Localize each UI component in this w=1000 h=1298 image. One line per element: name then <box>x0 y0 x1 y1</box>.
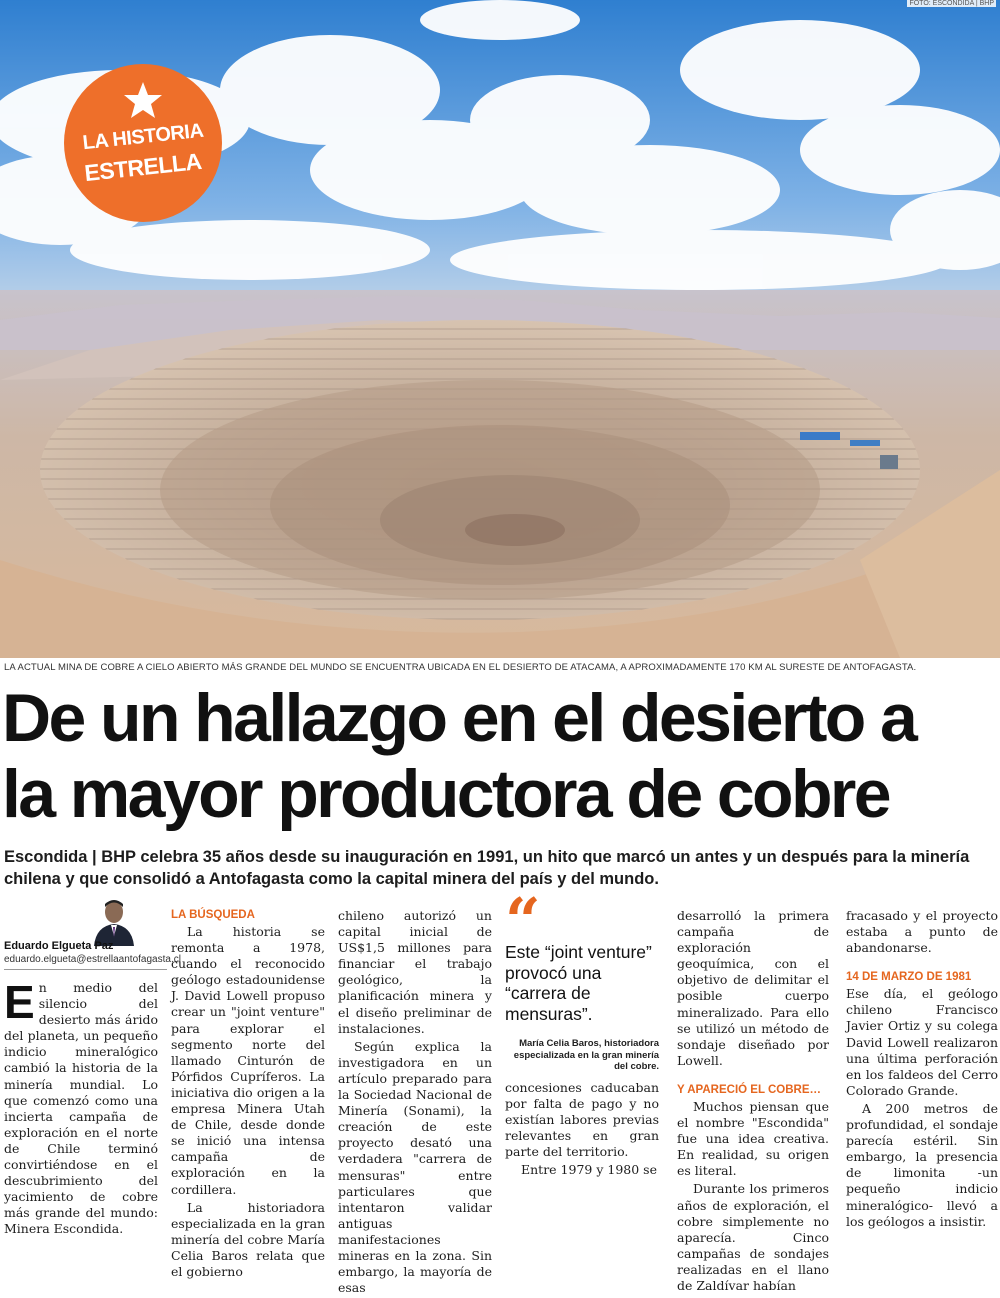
la-historia-estrella-badge <box>64 64 222 222</box>
column-2 <box>171 908 325 1282</box>
paragraph: A 200 metros de profundidad, el sondaje parecía estéril. Sin embargo, la presencia de limonita -un pequeño indicio mineralógico- llevó a los geólogos a insistir. <box>846 1100 998 1229</box>
column-3b <box>505 1080 659 1181</box>
paragraph: La historia se remonta a 1978, cuando el reconocido geólogo estadounidense J. David Lowell propuso crear un "joint venture" para explorar el segmento norte del llamado Cinturón de Pórfidos Cupríferos. La iniciativa dio origen a la empresa Minera Utah de Chile, desde donde se inició una intensa campaña de exploración en la cordillera. <box>171 924 325 1197</box>
column-4 <box>677 908 829 1296</box>
pull-quote <box>505 884 659 1073</box>
badge-line-1: LA HISTORIA <box>81 119 205 155</box>
column-3 <box>338 908 492 1298</box>
headline-line-2: la mayor productora de cobre <box>2 756 890 832</box>
paragraph: Durante los primeros años de exploración, el cobre simplemente no aparecía. Cinco campañas de sondajes realizadas en el llano de Zaldívar habían <box>677 1181 829 1293</box>
column-1 <box>4 976 158 1240</box>
intro-text: n medio del silencio del desierto más árido del planeta, un pequeño indicio mineralógico cambió la historia de la minería mundial. Lo que comenzó como una incierta campaña de exploración en el norte de Chile terminó convirtiéndose en el descubrimiento del yacimiento de cobre más grande del mundo: Minera Escondida. <box>4 980 158 1237</box>
quote-text: Este “joint venture” provocó una “carrera de mensuras”. <box>505 942 652 1024</box>
headline-line-1: De un hallazgo en el desierto a <box>2 680 916 756</box>
author-rule <box>4 969 167 970</box>
star-icon <box>123 80 163 120</box>
paragraph: chileno autorizó un capital inicial de US$1,5 millones para financiar el trabajo geológico, la planificación minera y el diseño preliminar de instalaciones. <box>338 908 492 1036</box>
paragraph: Según explica la investigadora en un artículo preparado para la Sociedad Nacional de Minería (Sonami), la creación de este proyecto desató una verdadera "carrera de mensuras" entre particulares que intentaron validar antiguas manifestaciones mineras en la zona. Sin embargo, la mayoría de esas <box>338 1038 492 1296</box>
paragraph: desarrolló la primera campaña de exploración geoquímica, con el objetivo de delimitar el posible cuerpo mineralizado. Para ello se utilizó un método de sondaje diseñado por Lowell. <box>677 908 829 1068</box>
author-portrait <box>92 896 136 946</box>
deck-summary: Escondida | BHP celebra 35 años desde su inauguración en 1991, un hito que marcó un antes y un después para la minería chilena y que consolidó a Antofagasta como la capital minera del país y del mundo. <box>4 848 970 888</box>
paragraph: Ese día, el geólogo chileno Francisco Javier Ortiz y su colega David Lowell realizaron una última perforación en los faldeos del Cerro Colorado Grande. <box>846 986 998 1098</box>
badge-line-2: ESTRELLA <box>83 147 203 187</box>
paragraph: La historiadora especializada en la gran minería del cobre María Celia Baros relata que el gobierno <box>171 1199 325 1279</box>
drop-cap: E <box>4 976 35 1028</box>
author-email[interactable]: eduardo.elgueta@estrellaantofagasta.cl <box>4 954 181 965</box>
headline <box>2 680 998 832</box>
author-block <box>4 896 181 968</box>
quote-mark-icon: “ <box>505 884 541 957</box>
column-5 <box>846 908 998 1232</box>
paragraph: Muchos piensan que el nombre "Escondida" fue una idea creativa. En realidad, su origen es literal. <box>677 1098 829 1179</box>
photo-caption: LA ACTUAL MINA DE COBRE A CIELO ABIERTO MÁS GRANDE DEL MUNDO SE ENCUENTRA UBICADA EN EL DESIERTO DE ATACAMA, A APROXIMADAMENTE 170 KM AL SURESTE DE ANTOFAGASTA. <box>4 662 917 673</box>
photo-credit: FOTO: ESCONDIDA | BHP <box>909 0 994 7</box>
paragraph: concesiones caducaban por falta de pago y no existían labores previas relevantes en gran parte del territorio. <box>505 1080 659 1160</box>
subhead-la-busqueda: LA BÚSQUEDA <box>171 909 255 921</box>
paragraph: Entre 1979 y 1980 se <box>521 1162 657 1178</box>
paragraph: fracasado y el proyecto estaba a punto de abandonarse. <box>846 908 998 956</box>
author-name: Eduardo Elgueta Paz <box>4 940 114 952</box>
subhead-aparecio-el-cobre: Y APARECIÓ EL COBRE… <box>677 1083 821 1096</box>
intro-paragraph <box>4 976 158 1238</box>
quote-attribution: María Celia Baros, historiadora especializada en la gran minería del cobre. <box>513 1038 659 1072</box>
subhead-14-de-marzo: 14 DE MARZO DE 1981 <box>846 971 972 984</box>
